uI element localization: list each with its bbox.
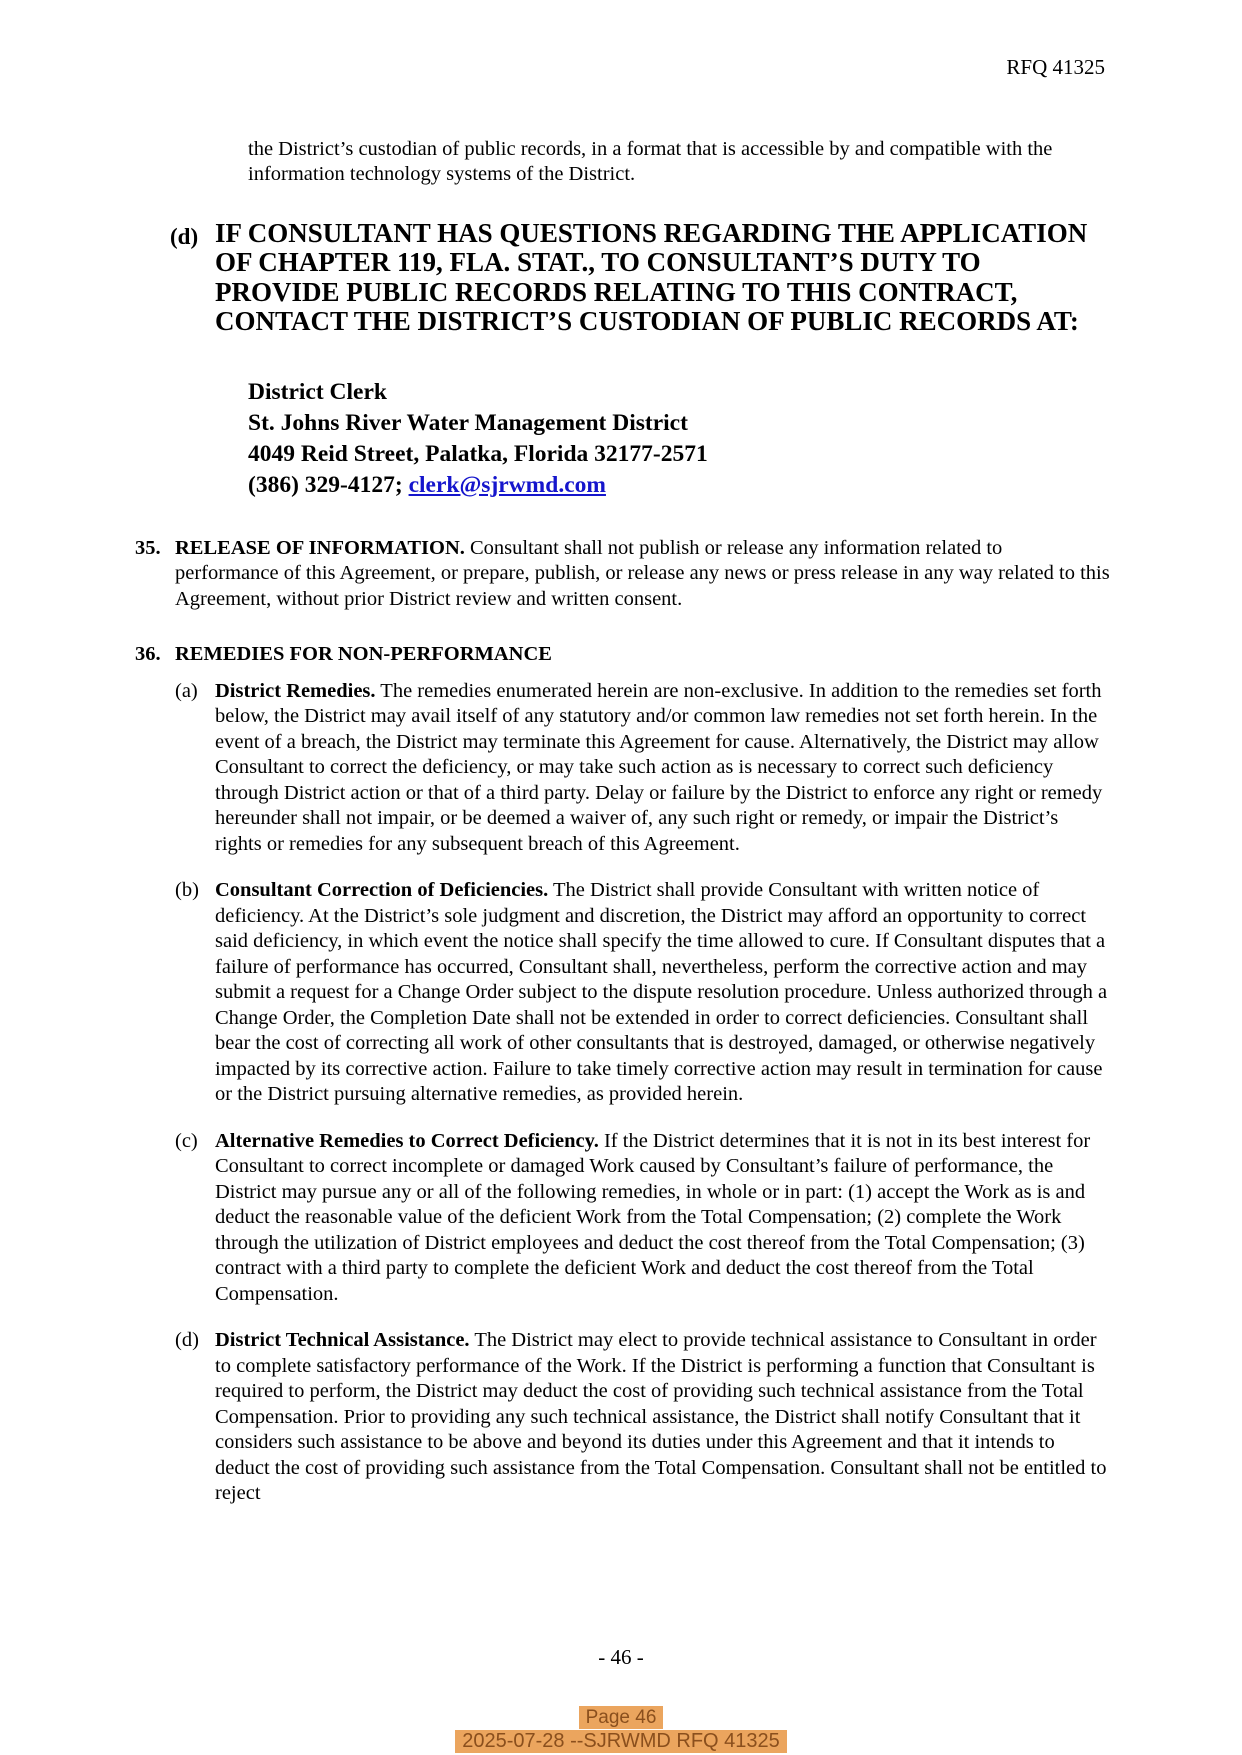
contact-address: 4049 Reid Street, Palatka, Florida 32177-2571 (248, 440, 708, 467)
section-number: 35. (135, 536, 161, 559)
section-title: RELEASE OF INFORMATION. (175, 536, 465, 559)
subsection-marker: (a) (175, 679, 198, 702)
subsection-marker: (b) (175, 879, 199, 901)
section-title: REMEDIES FOR NON-PERFORMANCE (175, 643, 552, 665)
subsection-a-district-remedies (135, 679, 1110, 858)
page-number: - 46 - (598, 1645, 644, 1669)
subsection-lead: District Technical Assistance. (215, 1329, 470, 1351)
subsection-c-alternative-remedies (135, 1129, 1110, 1308)
contact-phone-line (248, 470, 1110, 501)
contact-email-link[interactable]: clerk@sjrwmd.com (408, 471, 606, 498)
subsection-marker: (d) (175, 1329, 199, 1351)
contact-block (248, 377, 1110, 501)
document-stamp (0, 1706, 1242, 1754)
subsection-lead: District Remedies. (215, 679, 376, 702)
stamp-page-line: Page 46 (0, 1706, 1242, 1730)
contact-org: St. Johns River Water Management District (248, 409, 688, 436)
subsection-body: The District shall provide Consultant with written notice of deficiency. At the District’s sole judgment and discretion, the District may afford an opportunity to correct said deficiency, in which event the notice shall specify the time allowed to cure. If Consultant disputes that a failure of performance has occurred, Consultant shall, nevertheless, perform the corrective action and may submit a request for a Change Order subject to the dispute resolution procedure. Unless authorized through a Change Order, the Completion Date shall not be extended in order to correct deficiencies. Consultant shall bear the cost of correcting all work of other consultants that is destroyed, damaged, or otherwise negatively impacted by its corrective action. Failure to take timely corrective action may result in termination for cause or the District pursuing alternative remedies, as provided herein. (215, 879, 1108, 1105)
clause-d-public-records-notice (135, 219, 1100, 337)
continued-paragraph: the District’s custodian of public records, in a format that is accessible by and compatible with the information technology systems of the District. (248, 137, 1053, 185)
clause-marker: (d) (170, 223, 199, 249)
header-rfq-number: RFQ 41325 (1006, 55, 1105, 79)
stamp-date-line: 2025-07-28 --SJRWMD RFQ 41325 (0, 1730, 1242, 1754)
subsection-b-consultant-correction (135, 878, 1110, 1108)
section-36 (135, 642, 1110, 668)
subsection-d-technical-assistance (135, 1328, 1110, 1507)
section-35 (135, 536, 1110, 613)
contact-phone: (386) 329-4127; (248, 471, 409, 498)
subsection-lead: Consultant Correction of Deficiencies. (215, 879, 549, 901)
subsection-body: The District may elect to provide technical assistance to Consultant in order to complete satisfactory performance of the Work. If the District is performing a function that Consultant is required to perform, the District may deduct the cost of providing such technical assistance from the Total Compensation. Prior to providing any such technical assistance, the District shall notify Consultant that it considers such assistance to be above and beyond its duties under this Agreement and that it intends to deduct the cost of providing such assistance from the Total Compensation. Consultant shall not be entitled to reject (215, 1329, 1107, 1504)
contact-name: District Clerk (248, 378, 387, 405)
document-body (135, 116, 1110, 1507)
subsection-marker: (c) (175, 1129, 198, 1152)
clause-text: IF CONSULTANT HAS QUESTIONS REGARDING THE APPLICATION OF CHAPTER 119, FLA. STAT., TO CONSULTANT’S DUTY TO PROVIDE PUBLIC RECORDS RELATING TO THIS CONTRACT, CONTACT THE DISTRICT’S CUSTODIAN OF PUBLIC RECORDS AT: (215, 217, 1088, 336)
section-number: 36. (135, 643, 161, 665)
subsection-body: The remedies enumerated herein are non-exclusive. In addition to the remedies set forth below, the District may avail itself of any statutory and/or common law remedies not set forth herein. In the event of a breach, the District may terminate this Agreement for cause. Alternatively, the District may allow Consultant to correct the deficiency, or may take such action as is necessary to correct such deficiency through District action or that of a third party. Delay or failure by the District to enforce any right or remedy hereunder shall not impair, or be deemed a waiver of, any such right or remedy, or impair the District’s rights or remedies for any subsequent breach of this Agreement. (215, 679, 1103, 855)
subsection-lead: Alternative Remedies to Correct Deficiency. (215, 1129, 599, 1152)
subsection-body: If the District determines that it is not in its best interest for Consultant to correct incomplete or damaged Work caused by Consultant’s failure of performance, the District may pursue any or all of the following remedies, in whole or in part: (1) accept the Work as is and deduct the reasonable value of the deficient Work from the Total Compensation; (2) complete the Work through the utilization of District employees and deduct the cost thereof from the Total Compensation; (3) contract with a third party to complete the deficient Work and deduct the cost thereof from the Total Compensation. (215, 1129, 1091, 1305)
section-body: Consultant shall not publish or release any information related to performance of this Agreement, or prepare, publish, or release any news or press release in any way related to this Agreement, without prior District review and written consent. (175, 536, 1110, 610)
